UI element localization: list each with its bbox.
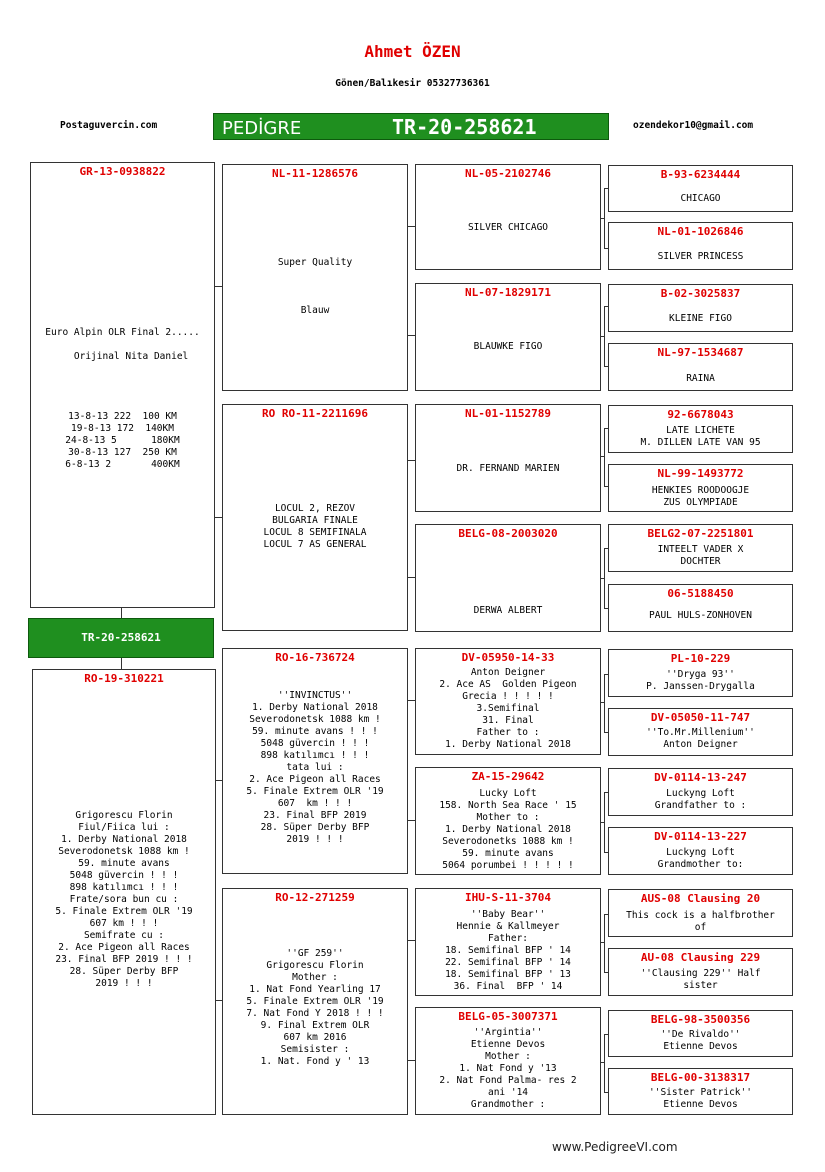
gen4-card [608, 1010, 793, 1057]
gen2-ring: RO RO-11-2211696 [262, 407, 368, 420]
gen4-card [608, 708, 793, 756]
subject-ring: TR-20-258621 [28, 618, 214, 658]
gen3-ring: BELG-08-2003020 [458, 527, 558, 540]
footer-brand: www.PedigreeVI.com [552, 1140, 678, 1154]
gen4-notes: ''De Rivaldo'' Etienne Devos [660, 1029, 741, 1052]
pedigree-banner [213, 113, 609, 140]
dam-notes: Grigorescu Florin Fiul/Fiica lui : 1. Derby National 2018 Severodonetsk 1088 km ! 59. minute avans 5048 güvercin ! ! ! 898 katılımcı ! ! ! Frate/sora bun cu : 5. Finale Extrem OLR '19 607 km ! ! ! Semifrate cu : 2. Ace Pigeon all Races 23. Final BFP 2019 ! ! ! 28. Süper Derby BFP 2019 ! ! ! [55, 810, 193, 989]
gen4-ring: 92-6678043 [667, 408, 734, 421]
gen4-ring: AUS-08 Clausing 20 [640, 892, 761, 905]
dam-card [32, 669, 216, 1115]
gen3-card [415, 648, 601, 755]
sire-notes: Euro Alpin OLR Final 2..... Orijinal Nita Daniel 13-8-13 222 100 KM 19-8-13 172 140KM 24-8-13 5 180KM 30-8-13 127 250 KM 6-8-13 2 400KM [45, 327, 200, 470]
gen4-notes: INTEELT VADER X DOCHTER [657, 544, 744, 567]
gen3-notes: Anton Deigner 2. Ace AS Golden Pigeon Grecia ! ! ! ! ! 3.Semifinal 31. Final Father to : 1. Derby National 2018 [439, 667, 577, 750]
gen2-notes: Super Quality Blauw [277, 257, 353, 316]
gen4-notes: KLEINE FIGO [669, 313, 732, 324]
gen2-ring: NL-11-1286576 [271, 167, 359, 180]
gen4-card [608, 524, 793, 572]
gen4-notes: Luckyng Loft Grandmother to: [657, 847, 744, 870]
gen4-card [608, 649, 793, 697]
gen4-card [608, 343, 793, 391]
gen4-ring: DV-05050-11-747 [650, 711, 751, 724]
gen4-ring: 06-5188450 [667, 587, 734, 600]
gen4-ring: NL-99-1493772 [657, 467, 744, 480]
gen3-notes: ''Argintia'' Etienne Devos Mother : 1. Nat Fond y '13 2. Nat Fond Palma- res 2 ani '14 Grandmother : [439, 1027, 577, 1110]
email: ozendekor10@gmail.com [633, 120, 754, 131]
gen2-card [222, 888, 408, 1115]
gen2-card [222, 648, 408, 874]
gen3-card [415, 524, 601, 632]
gen2-notes: LOCUL 2, REZOV BULGARIA FINALE LOCUL 8 SEMIFINALA LOCUL 7 AS GENERAL [263, 503, 367, 550]
dam-ring: RO-19-310221 [84, 672, 164, 685]
site-name: Postaguvercin.com [60, 120, 158, 131]
gen3-notes: Lucky Loft 158. North Sea Race ' 15 Mother to : 1. Derby National 2018 Severodonetks 1088 km ! 59. minute avans 5064 porumbei ! ! ! ! ! [439, 788, 577, 871]
gen4-notes: HENKIES ROODOOGJE ZUS OLYMPIADE [651, 485, 750, 508]
gen3-card [415, 888, 601, 996]
gen3-card [415, 1007, 601, 1115]
gen4-card [608, 827, 793, 875]
gen4-notes: CHICAGO [680, 193, 721, 204]
gen4-card [608, 889, 793, 937]
gen2-notes: ''GF 259'' Grigorescu Florin Mother : 1. Nat Fond Yearling 17 5. Finale Extrem OLR '19 7. Nat Fond Y 2018 ! ! ! 9. Final Extrem OLR 607 km 2016 Semisister : 1. Nat. Fond y ' 13 [246, 948, 384, 1067]
gen4-notes: This cock is a halfbrother of [626, 910, 775, 933]
gen2-ring: RO-16-736724 [275, 651, 355, 664]
gen3-notes: ''Baby Bear'' Hennie & Kallmeyer Father: 18. Semifinal BFP ' 14 22. Semifinal BFP ' 14 18. Semifinal BFP ' 13 36. Final BFP ' 14 [445, 909, 571, 992]
gen4-card [608, 768, 793, 816]
gen4-ring: PL-10-229 [670, 652, 731, 665]
gen4-notes: ''Sister Patrick'' Etienne Devos [649, 1087, 752, 1110]
gen2-card [222, 164, 408, 391]
gen4-notes: PAUL HULS-ZONHOVEN [649, 610, 752, 621]
gen4-card [608, 948, 793, 996]
sire-ring: GR-13-0938822 [79, 165, 166, 178]
gen4-card [608, 464, 793, 512]
gen4-card [608, 284, 793, 332]
gen2-notes: ''INVINCTUS'' 1. Derby National 2018 Severodonetsk 1088 km ! 59. minute avans ! ! ! 5048 güvercin ! ! ! 898 katılımcı ! ! ! tata lui : 2. Ace Pigeon all Races 5. Finale Extrem OLR '19 607 km ! ! ! 23. Final BFP 2019 28. Süper Derby BFP 2019 ! ! ! [246, 690, 384, 845]
gen4-notes: Luckyng Loft Grandfather to : [654, 788, 747, 811]
sire-card [30, 162, 215, 608]
gen4-notes: SILVER PRINCESS [657, 251, 744, 262]
gen4-card [608, 405, 793, 453]
gen4-notes: ''To.Mr.Millenium'' Anton Deigner [646, 727, 755, 750]
gen3-card [415, 164, 601, 270]
gen3-ring: DV-05950-14-33 [461, 651, 555, 664]
gen4-ring: B-02-3025837 [660, 287, 741, 300]
gen4-card [608, 222, 793, 270]
gen4-notes: ''Clausing 229'' Half sister [640, 968, 761, 991]
gen4-ring: BELG-00-3138317 [650, 1071, 751, 1084]
gen4-ring: AU-08 Clausing 229 [640, 951, 761, 964]
banner-label: PEDİGRE [222, 118, 302, 139]
gen3-ring: NL-01-1152789 [464, 407, 552, 420]
gen4-ring: NL-01-1026846 [657, 225, 744, 238]
breeder-location: Gönen/Balıkesir 05327736361 [335, 78, 490, 89]
gen4-ring: DV-0114-13-227 [654, 830, 747, 843]
gen4-ring: B-93-6234444 [660, 168, 741, 181]
gen3-ring: NL-07-1829171 [464, 286, 552, 299]
gen3-notes: SILVER CHICAGO [467, 222, 549, 233]
gen3-card [415, 283, 601, 391]
gen4-notes: RAINA [686, 373, 715, 384]
gen3-ring: NL-05-2102746 [464, 167, 552, 180]
gen3-notes: DERWA ALBERT [473, 605, 543, 616]
banner-ring: TR-20-258621 [392, 115, 537, 139]
gen4-ring: BELG-98-3500356 [650, 1013, 751, 1026]
gen3-card [415, 767, 601, 875]
gen4-ring: BELG2-07-2251801 [647, 527, 754, 540]
gen4-card [608, 584, 793, 632]
gen2-card [222, 404, 408, 631]
gen4-ring: DV-0114-13-247 [654, 771, 747, 784]
gen3-ring: BELG-05-3007371 [458, 1010, 558, 1023]
gen3-card [415, 404, 601, 512]
gen3-ring: ZA-15-29642 [471, 770, 545, 783]
gen4-notes: ''Dryga 93'' P. Janssen-Drygalla [646, 669, 755, 692]
gen4-card [608, 1068, 793, 1115]
gen3-ring: IHU-S-11-3704 [464, 891, 552, 904]
gen3-notes: DR. FERNAND MARIEN [456, 463, 560, 474]
breeder-name: Ahmet ÖZEN [364, 42, 461, 61]
gen2-ring: RO-12-271259 [275, 891, 355, 904]
gen4-card [608, 165, 793, 212]
gen4-notes: LATE LICHETE M. DILLEN LATE VAN 95 [640, 425, 761, 448]
gen3-notes: BLAUWKE FIGO [473, 341, 543, 352]
gen4-ring: NL-97-1534687 [657, 346, 744, 359]
